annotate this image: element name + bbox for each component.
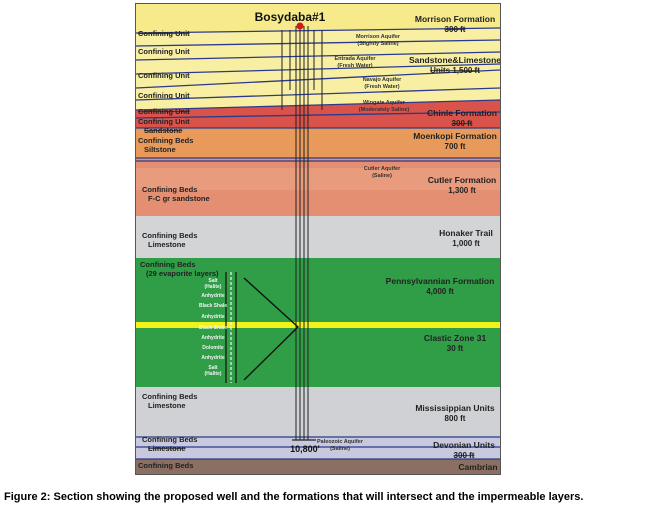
formation-thickness: Units 1,500 ft: [430, 66, 480, 75]
formation-name: Cambrian: [458, 462, 498, 472]
aquifer-label: Wingate Aquifer: [363, 100, 405, 106]
formation-thickness: 4,000 ft: [426, 287, 454, 296]
confining-label: Confining Unit: [138, 91, 190, 100]
aquifer-label: Morrison Aquifer: [355, 34, 401, 40]
evaporite-label: Salt: [208, 278, 218, 284]
confining-label: Confining Beds: [142, 392, 198, 401]
aquifer-label: (Saline): [330, 446, 350, 452]
evaporite-label: Black Shale: [198, 303, 228, 309]
aquifer-label: (Saline): [372, 173, 392, 179]
formation-name: Pennsylvannian Formation: [385, 276, 495, 286]
formation-name: Honaker Trail: [439, 228, 493, 238]
confining-label: Confining Unit: [138, 47, 190, 56]
confining-label: Confining Beds: [138, 136, 194, 145]
confining-label: Confining Beds: [142, 231, 198, 240]
formation-name: Clastic Zone 31: [423, 333, 487, 343]
confining-label: Confining Beds: [142, 185, 198, 194]
confining-label: Confining Unit: [138, 107, 190, 116]
formation-thickness: 800 ft: [444, 414, 466, 423]
well-depth-label: 10,800': [290, 444, 320, 454]
evaporite-label: Dolomite: [202, 345, 224, 351]
figure-caption: Figure 2: Section showing the proposed well and the formations that will intersect and the impermeable layers.: [4, 491, 584, 503]
well-name: Bosydaba#1: [254, 10, 326, 24]
aquifer-label: (Fresh Water): [364, 84, 400, 90]
formation-name: Mississippian Units: [415, 403, 495, 413]
confining-label: Confining Unit: [138, 71, 190, 80]
formation-thickness: 300 ft: [444, 25, 466, 34]
evaporite-label: Anhydrite: [201, 355, 225, 361]
evaporite-label: Salt: [208, 365, 218, 371]
confining-label: Siltstone: [144, 145, 176, 154]
confining-label: Confining Unit: [138, 117, 190, 126]
aquifer-label: Cutler Aquifer: [363, 166, 401, 172]
confining-label: F-C gr sandstone: [148, 194, 210, 203]
formation-thickness: 300 ft: [453, 451, 475, 460]
confining-label: Limestone: [148, 401, 186, 410]
formation-name: Moenkopi Formation: [413, 131, 497, 141]
formation-thickness: 30 ft: [446, 344, 464, 353]
formation-name: Morrison Formation: [414, 14, 496, 24]
aquifer-label: Paleozoic Aquifer: [317, 439, 363, 445]
evaporite-label: (Halite): [204, 371, 222, 377]
evaporite-label: Anhydrite: [201, 293, 225, 299]
confining-label: Confining Unit: [138, 29, 190, 38]
formation-thickness: 1,300 ft: [448, 186, 476, 195]
aquifer-label: Navajo Aquifer: [362, 77, 402, 83]
confining-label: Sandstone: [144, 126, 183, 135]
evaporite-label: Anhydrite: [201, 314, 225, 320]
formation-name: Sandstone&Limestone: [408, 55, 502, 65]
formation-thickness: 300 ft: [451, 119, 473, 128]
confining-label: Limestone: [148, 444, 186, 453]
aquifer-label: Entrada Aquifer: [334, 56, 376, 62]
formation-name: Cutler Formation: [427, 175, 497, 185]
formation-thickness: 1,000 ft: [452, 239, 480, 248]
formation-thickness: 700 ft: [444, 142, 466, 151]
confining-label: Confining Beds: [142, 435, 198, 444]
confining-label: Confining Beds: [140, 260, 196, 269]
aquifer-label: (Moderately Saline): [358, 107, 410, 113]
aquifer-label: (Slightly Saline): [357, 41, 399, 47]
confining-label: Limestone: [148, 240, 186, 249]
confining-label: (29 evaporite layers): [146, 269, 219, 278]
layer-clastic: [136, 322, 500, 387]
aquifer-label: (Fresh Water): [337, 63, 373, 69]
evaporite-label: (Halite): [204, 284, 222, 290]
evaporite-label: Black Shale: [198, 325, 228, 331]
formation-name: Chinle Formation: [427, 108, 497, 118]
evaporite-label: Anhydrite: [201, 335, 225, 341]
formation-name: Devonian Units: [433, 440, 495, 450]
confining-label: Confining Beds: [138, 461, 194, 470]
clastic-marker-band: [136, 322, 500, 328]
